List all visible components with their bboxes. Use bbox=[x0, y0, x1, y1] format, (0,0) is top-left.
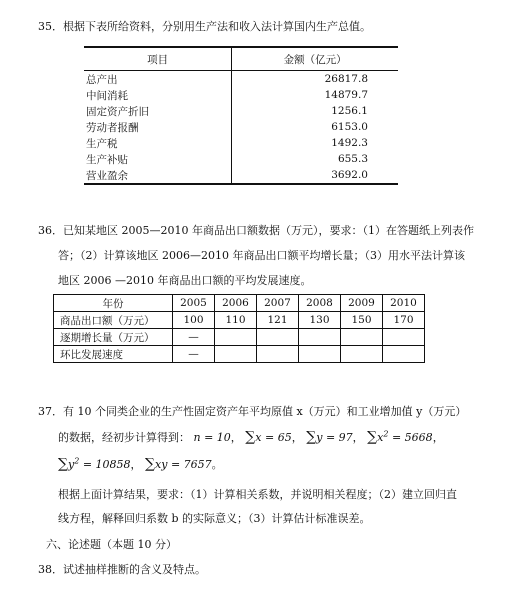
question-37-line-4: 根据上面计算结果，要求：（1）计算相关系数，并说明相关程度；（2）建立回归直 bbox=[58, 488, 457, 501]
export-row-label: 商品出口额（万元） bbox=[54, 312, 173, 329]
question-38-text: 38．试述抽样推断的含义及特点。 bbox=[38, 563, 206, 576]
gdp-amount-cell: 1256.1 bbox=[331, 105, 368, 117]
gdp-item-cell: 中间消耗 bbox=[84, 87, 232, 103]
gdp-item-cell: 生产税 bbox=[84, 135, 232, 151]
question-37-line-3: $\sum y^2 = 10858$， ∑xy = 7657。 bbox=[58, 456, 223, 472]
export-table-header bbox=[54, 295, 425, 312]
year-header-cell: 2010 bbox=[383, 295, 425, 312]
gdp-amount-cell: 655.3 bbox=[337, 153, 368, 165]
gdp-table-row bbox=[84, 151, 398, 167]
formula-n: n = 10 bbox=[193, 431, 231, 444]
formula-sum-y: = 97 bbox=[325, 431, 353, 444]
export-table-row bbox=[54, 346, 425, 363]
question-37-line-2: 的数据，经初步计算得到： n = 10， ∑x = 65， ∑y = 97， $\sum x^2 = 5668$， bbox=[58, 429, 444, 445]
export-value-cell: 130 bbox=[299, 312, 341, 329]
gdp-item-cell: 生产补贴 bbox=[84, 151, 232, 167]
question-37-line-1: 37．有 10 个同类企业的生产性固定资产年平均原值 x（万元）和工业增加值 y（万元） bbox=[38, 405, 467, 418]
formula-sum-xy: = 7657 bbox=[170, 458, 212, 471]
gdp-amount-cell: 6153.0 bbox=[331, 121, 368, 133]
question-35-text: 35．根据下表所给资料，分别用生产法和收入法计算国内生产总值。 bbox=[38, 20, 371, 33]
export-table-row bbox=[54, 329, 425, 346]
question-36-line-1: 36．已知某地区 2005—2010 年商品出口额数据（万元），要求：（1）在答题纸上列表作 bbox=[38, 224, 474, 237]
gdp-table-row bbox=[84, 103, 398, 119]
export-value-cell bbox=[383, 329, 425, 346]
gdp-item-cell: 总产出 bbox=[84, 71, 232, 88]
export-value-cell bbox=[341, 329, 383, 346]
export-value-cell: — bbox=[173, 329, 215, 346]
export-value-cell bbox=[215, 329, 257, 346]
export-value-cell bbox=[383, 346, 425, 363]
export-value-cell: 100 bbox=[173, 312, 215, 329]
gdp-amount-cell: 3692.0 bbox=[232, 167, 398, 184]
gdp-table-row bbox=[84, 119, 398, 135]
export-value-cell: 110 bbox=[215, 312, 257, 329]
gdp-amount-cell: 26817.8 bbox=[324, 73, 368, 85]
question-36-line-2: 答；（2）计算该地区 2006—2010 年商品出口额平均增长量；（3）用水平法计算该 bbox=[58, 249, 465, 262]
year-header-cell: 2006 bbox=[215, 295, 257, 312]
gdp-item-cell: 营业盈余 bbox=[84, 167, 232, 184]
export-value-cell: 150 bbox=[341, 312, 383, 329]
year-header-cell: 2008 bbox=[299, 295, 341, 312]
gdp-table-row bbox=[84, 167, 398, 184]
year-header-label: 年份 bbox=[54, 295, 173, 312]
section-6-heading: 六、论述题（本题 10 分） bbox=[46, 538, 177, 551]
export-value-cell bbox=[341, 346, 383, 363]
export-row-label: 逐期增长量（万元） bbox=[54, 329, 173, 346]
export-value-cell: — bbox=[173, 346, 215, 363]
export-value-cell bbox=[257, 329, 299, 346]
gdp-table-row bbox=[84, 87, 398, 103]
year-header-cell: 2009 bbox=[341, 295, 383, 312]
formula-sum-x2: = 5668 bbox=[391, 431, 433, 444]
export-value-cell bbox=[299, 329, 341, 346]
export-value-cell bbox=[299, 346, 341, 363]
question-37-prefix: 的数据，经初步计算得到： bbox=[58, 431, 190, 444]
year-header-cell: 2007 bbox=[257, 295, 299, 312]
gdp-table-row bbox=[84, 135, 398, 151]
export-value-cell bbox=[215, 346, 257, 363]
export-value-cell: 121 bbox=[257, 312, 299, 329]
gdp-table bbox=[84, 46, 398, 185]
question-36-line-3: 地区 2006 —2010 年商品出口额的平均发展速度。 bbox=[58, 274, 312, 287]
export-row-label: 环比发展速度 bbox=[54, 346, 173, 363]
gdp-amount-cell: 1492.3 bbox=[331, 137, 368, 149]
formula-sum-x: = 65 bbox=[265, 431, 292, 444]
gdp-item-cell: 劳动者报酬 bbox=[84, 119, 232, 135]
export-value-cell bbox=[257, 346, 299, 363]
export-table-row bbox=[54, 312, 425, 329]
formula-sum-y2: = 10858 bbox=[82, 458, 131, 471]
year-header-cell: 2005 bbox=[173, 295, 215, 312]
gdp-table-header bbox=[84, 47, 398, 71]
gdp-header-item: 项目 bbox=[84, 47, 232, 71]
export-value-cell: 170 bbox=[383, 312, 425, 329]
gdp-table-row bbox=[84, 71, 398, 88]
gdp-header-amount: 金额（亿元） bbox=[232, 47, 398, 71]
export-table bbox=[53, 294, 425, 363]
question-37-line-5: 线方程，解释回归系数 b 的实际意义；（3）计算估计标准误差。 bbox=[58, 512, 371, 525]
gdp-item-cell: 固定资产折旧 bbox=[84, 103, 232, 119]
gdp-amount-cell: 14879.7 bbox=[324, 89, 368, 101]
